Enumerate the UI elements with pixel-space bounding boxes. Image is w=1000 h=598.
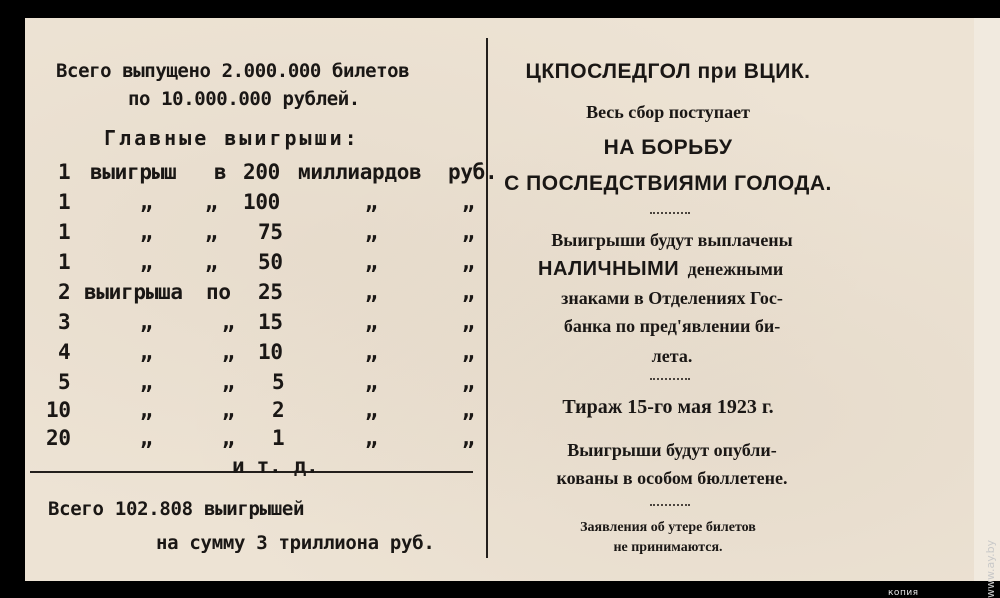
prize-amount: 2 (272, 398, 285, 422)
prize-amount: 5 (272, 370, 285, 394)
publication-line-2: кованы в особом бюллетене. (556, 468, 788, 488)
prize-unit: „ (365, 370, 378, 394)
prize-prep: „ (205, 220, 218, 244)
prize-currency: „ (462, 280, 475, 304)
prize-amount: 200 (243, 160, 281, 184)
cash-emphasis: НАЛИЧНЫМИ (538, 258, 680, 280)
prize-currency: „ (462, 370, 475, 394)
prize-word: „ (140, 426, 153, 450)
prize-unit: „ (365, 280, 378, 304)
prize-count: 1 (58, 190, 71, 214)
notice-line-1: Заявления об утере билетов (580, 520, 756, 535)
total-winnings-line: Всего 102.808 выигрышей (48, 498, 305, 520)
prize-prep: по (206, 280, 231, 304)
prizes-heading: Главные выигрыши: (104, 126, 360, 150)
site-watermark: www.ay.by (984, 539, 997, 598)
publication-line-1: Выигрыши будут опубли- (567, 440, 777, 460)
prize-count: 1 (58, 220, 71, 244)
prize-count: 4 (58, 340, 71, 364)
prize-currency: „ (462, 250, 475, 274)
prize-word: „ (140, 310, 153, 334)
prize-unit: „ (365, 340, 378, 364)
notice-line-2: не принимаются. (613, 540, 723, 555)
prize-word: „ (140, 250, 153, 274)
prize-count: 2 (58, 280, 71, 304)
vertical-divider (486, 38, 488, 558)
payout-line-3: знаками в Отделениях Гос- (561, 288, 783, 308)
prize-count: 10 (46, 398, 71, 422)
dotted-separator (650, 212, 690, 214)
prize-prep: „ (222, 398, 235, 422)
prize-count: 1 (58, 160, 71, 184)
etc-text: и т. д. (232, 454, 319, 478)
fight-line-1: НА БОРЬБУ (603, 136, 733, 159)
prize-currency: руб. (448, 160, 498, 184)
organization-title: ЦКПОСЛЕДГОЛ при ВЦИК. (525, 60, 811, 83)
prize-prep: „ (222, 370, 235, 394)
prize-unit: „ (365, 426, 378, 450)
prize-word: „ (140, 398, 153, 422)
payout-line-2 (538, 258, 783, 281)
prize-count: 3 (58, 310, 71, 334)
copy-watermark: копия (888, 588, 919, 598)
prize-unit: „ (365, 220, 378, 244)
prize-prep: „ (222, 340, 235, 364)
issued-line-2: по 10.000.000 рублей. (128, 88, 360, 110)
prize-unit: „ (365, 398, 378, 422)
issued-line-1: Всего выпущено 2.000.000 билетов (56, 60, 410, 82)
prize-word: выигрыш (90, 160, 177, 184)
payout-line-1: Выигрыши будут выплачены (551, 230, 793, 250)
prize-prep: „ (222, 426, 235, 450)
prize-word: „ (140, 220, 153, 244)
payout-line-5: лета. (651, 346, 693, 366)
prize-prep: „ (222, 310, 235, 334)
prize-word: „ (140, 340, 153, 364)
total-sum-line: на сумму 3 триллиона руб. (156, 532, 435, 554)
fight-line-2: С ПОСЛЕДСТВИЯМИ ГОЛОДА. (504, 172, 832, 195)
prize-word: „ (140, 370, 153, 394)
prize-currency: „ (462, 426, 475, 450)
collection-line: Весь сбор поступает (586, 102, 750, 122)
prize-amount: 100 (243, 190, 281, 214)
prize-unit: миллиардов (298, 160, 422, 184)
prize-amount: 1 (272, 426, 285, 450)
prize-amount: 75 (258, 220, 283, 244)
prize-amount: 50 (258, 250, 283, 274)
payout-line-2-rest: денежными (687, 259, 784, 279)
payout-line-4: банка по пред'явлении би- (563, 316, 781, 336)
prize-word: „ (140, 190, 153, 214)
prize-prep: „ (205, 190, 218, 214)
prize-currency: „ (462, 310, 475, 334)
prize-unit: „ (365, 250, 378, 274)
prize-currency: „ (462, 398, 475, 422)
prize-currency: „ (462, 340, 475, 364)
prize-prep: в (214, 160, 227, 184)
prize-currency: „ (462, 220, 475, 244)
prize-amount: 15 (258, 310, 283, 334)
prize-unit: „ (365, 310, 378, 334)
scan-edge-strip (974, 18, 1000, 581)
prize-amount: 25 (258, 280, 283, 304)
prize-count: 20 (46, 426, 71, 450)
prize-amount: 10 (258, 340, 283, 364)
prize-currency: „ (462, 190, 475, 214)
prize-prep: „ (205, 250, 218, 274)
dotted-separator (650, 378, 690, 380)
dotted-separator (650, 504, 690, 506)
prize-count: 1 (58, 250, 71, 274)
prize-count: 5 (58, 370, 71, 394)
draw-date: Тираж 15-го мая 1923 г. (562, 396, 774, 418)
prize-word: выигрыша (84, 280, 183, 304)
prize-unit: „ (365, 190, 378, 214)
